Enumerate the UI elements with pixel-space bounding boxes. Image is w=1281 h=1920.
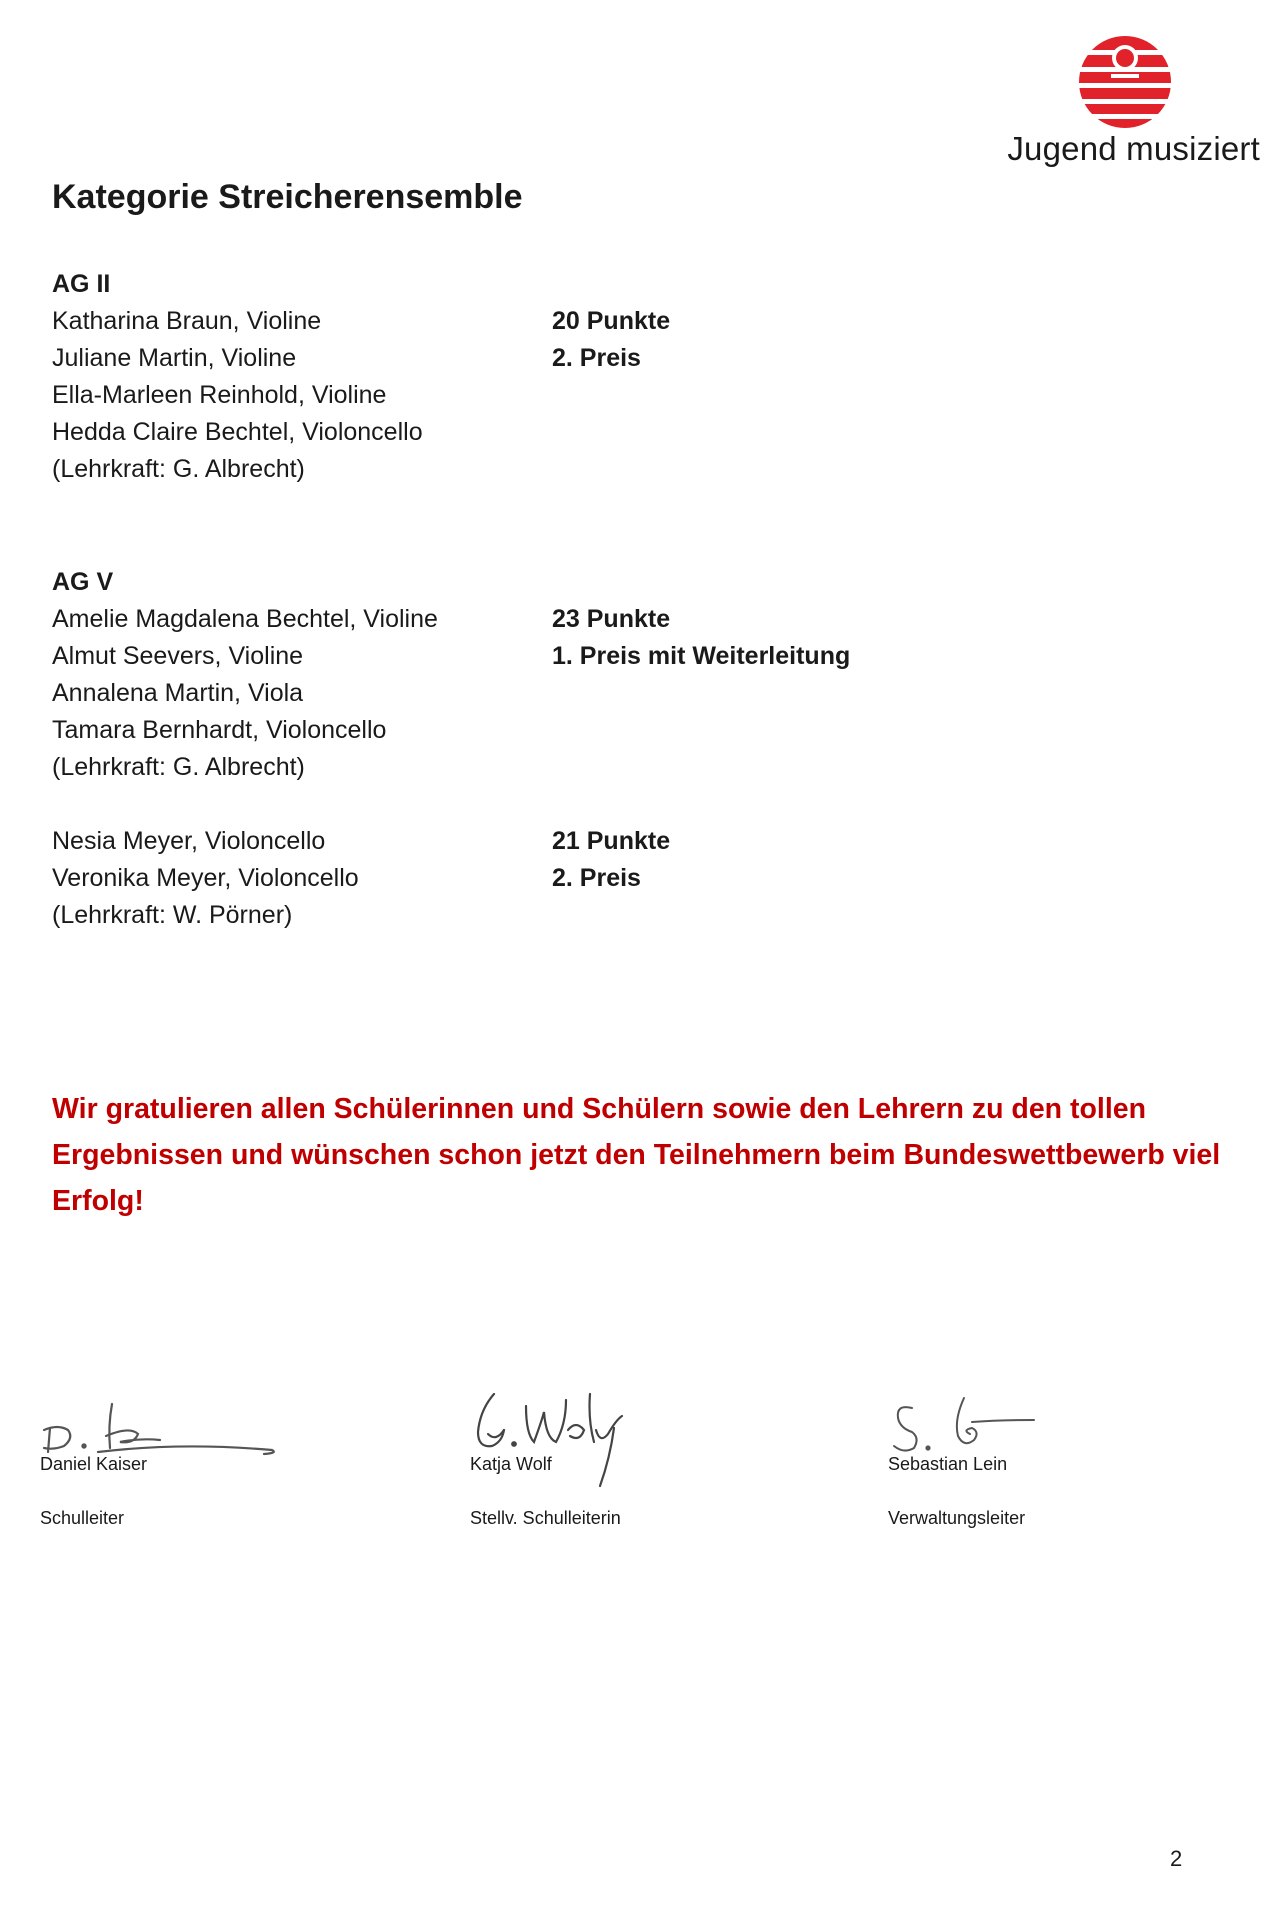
points-value: 21 Punkte — [552, 827, 671, 855]
ensemble-entry — [52, 303, 1232, 488]
member-line: Veronika Meyer, Violoncello — [52, 864, 359, 892]
teacher-line: (Lehrkraft: G. Albrecht) — [52, 455, 305, 483]
ensemble-entry — [52, 823, 1232, 934]
teacher-line: (Lehrkraft: W. Pörner) — [52, 901, 293, 929]
congratulation-message: Wir gratulieren allen Schülerinnen und Schülern sowie den Lehrern zu den tollen Ergebnissen und wünschen schon jetzt den Teilnehmern beim Bundeswettbewerb viel Erfolg! — [52, 1093, 1221, 1217]
logo-text: Jugend musiziert — [1007, 130, 1260, 167]
signer-name: Sebastian Lein — [888, 1454, 1008, 1474]
jugend-musiziert-logo — [990, 34, 1260, 174]
member-line: Ella-Marleen Reinhold, Violine — [52, 381, 387, 409]
page-title: Kategorie Streicherensemble — [52, 178, 523, 216]
member-line: Amelie Magdalena Bechtel, Violine — [52, 605, 438, 633]
ensemble-members — [52, 303, 552, 488]
age-group-ag-ii — [52, 266, 1232, 488]
ensemble-entry — [52, 601, 1232, 786]
ensemble-members — [52, 601, 552, 786]
signer-role: Schulleiter — [40, 1508, 125, 1528]
teacher-line: (Lehrkraft: G. Albrecht) — [52, 753, 305, 781]
signature-block-admin — [888, 1390, 1248, 1550]
ensemble-result — [552, 823, 670, 897]
prize-value: 2. Preis — [552, 344, 641, 372]
signature-image — [470, 1390, 730, 1500]
signature-block-deputy — [470, 1390, 830, 1550]
age-group-ag-v — [52, 564, 1232, 934]
signer-role: Stellv. Schulleiterin — [470, 1508, 621, 1528]
signature-image — [888, 1390, 1148, 1500]
signer-name: Katja Wolf — [470, 1454, 552, 1474]
page-number: 2 — [1170, 1846, 1183, 1871]
member-line: Juliane Martin, Violine — [52, 344, 297, 372]
prize-value: 1. Preis mit Weiterleitung — [552, 642, 851, 670]
ensemble-members — [52, 823, 552, 934]
member-line: Almut Seevers, Violine — [52, 642, 304, 670]
points-value: 20 Punkte — [552, 307, 671, 335]
jugend-musiziert-logo-icon — [1075, 34, 1175, 130]
age-group-title: AG V — [52, 568, 114, 596]
prize-value: 2. Preis — [552, 864, 641, 892]
member-line: Annalena Martin, Viola — [52, 679, 304, 707]
age-group-title: AG II — [52, 270, 111, 298]
signer-name: Daniel Kaiser — [40, 1454, 148, 1474]
member-line: Tamara Bernhardt, Violoncello — [52, 716, 387, 744]
member-line: Nesia Meyer, Violoncello — [52, 827, 326, 855]
signer-role: Verwaltungsleiter — [888, 1508, 1026, 1528]
signature-block-principal — [40, 1390, 400, 1550]
member-line: Hedda Claire Bechtel, Violoncello — [52, 418, 423, 446]
signature-image — [40, 1390, 300, 1500]
points-value: 23 Punkte — [552, 605, 671, 633]
member-line: Katharina Braun, Violine — [52, 307, 322, 335]
ensemble-result — [552, 601, 850, 675]
ensemble-result — [552, 303, 670, 377]
